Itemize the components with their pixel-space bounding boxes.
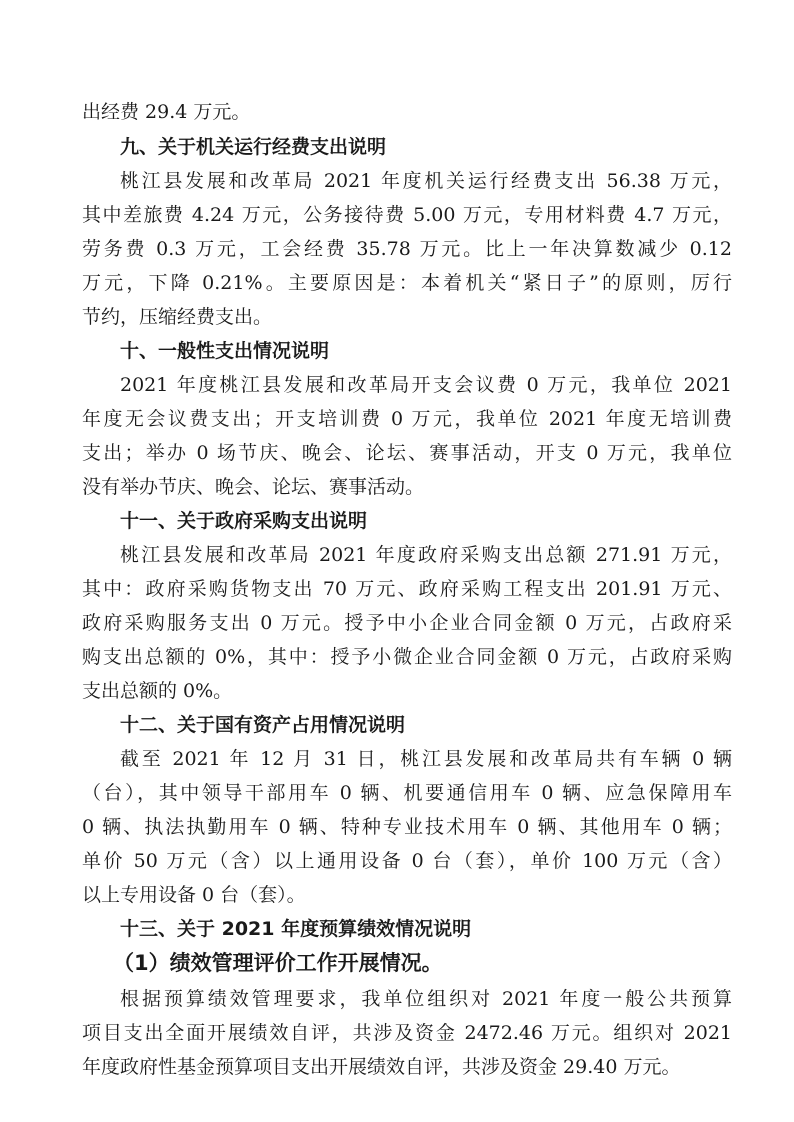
section-12-line-1: 截至 2021 年 12 月 31 日，桃江县发展和改革局共有车辆 0 辆 <box>120 748 732 770</box>
section-13-heading: 十三、关于 2021 年度预算绩效情况说明 <box>120 918 472 940</box>
section-11-line-5: 支出总额的 0%。 <box>82 680 233 702</box>
section-12-line-3: 0 辆、执法执勤用车 0 辆、特种专业技术用车 0 辆、其他用车 0 辆； <box>82 816 732 838</box>
section-10-line-4: 没有举办节庆、晚会、论坛、赛事活动。 <box>82 476 425 498</box>
section-10-line-1: 2021 年度桃江县发展和改革局开支会议费 0 万元，我单位 2021 <box>120 374 732 396</box>
section-11-heading: 十一、关于政府采购支出说明 <box>120 510 368 532</box>
section-12-line-4: 单价 50 万元（含）以上通用设备 0 台（套），单价 100 万元（含） <box>82 850 732 872</box>
section-9-line-1: 桃江县发展和改革局 2021 年度机关运行经费支出 56.38 万元， <box>120 170 732 192</box>
section-9-line-5: 节约，压缩经费支出。 <box>82 306 273 328</box>
section-11-line-3: 政府采购服务支出 0 万元。授予中小企业合同金额 0 万元，占政府采 <box>82 612 732 634</box>
section-13-subheading: （1）绩效管理评价工作开展情况。 <box>113 951 443 975</box>
section-11-line-2: 其中：政府采购货物支出 70 万元、政府采购工程支出 201.91 万元、 <box>82 578 732 600</box>
section-13-line-1: 根据预算绩效管理要求，我单位组织对 2021 年度一般公共预算 <box>120 988 732 1010</box>
section-12-heading: 十二、关于国有资产占用情况说明 <box>120 714 406 736</box>
section-9-line-4: 万元，下降 0.21%。主要原因是：本着机关“紧日子”的原则，厉行 <box>82 272 732 294</box>
section-10-line-2: 年度无会议费支出；开支培训费 0 万元，我单位 2021 年度无培训费 <box>82 408 732 430</box>
section-9-line-2: 其中差旅费 4.24 万元，公务接待费 5.00 万元，专用材料费 4.7 万元， <box>82 204 732 226</box>
section-12-line-2: （台），其中领导干部用车 0 辆、机要通信用车 0 辆、应急保障用车 <box>82 782 732 804</box>
section-13-line-2: 项目支出全面开展绩效自评，共涉及资金 2472.46 万元。组织对 2021 <box>82 1022 732 1044</box>
section-9-line-3: 劳务费 0.3 万元，工会经费 35.78 万元。比上一年决算数减少 0.12 <box>82 238 732 260</box>
section-12-line-5: 以上专用设备 0 台（套）。 <box>82 884 306 906</box>
section-9-heading: 九、关于机关运行经费支出说明 <box>120 136 387 158</box>
section-13-line-3: 年度政府性基金预算项目支出开展绩效自评，共涉及资金 29.40 万元。 <box>82 1056 681 1078</box>
section-10-line-3: 支出；举办 0 场节庆、晚会、论坛、赛事活动，开支 0 万元，我单位 <box>82 442 732 464</box>
section-11-line-1: 桃江县发展和改革局 2021 年度政府采购支出总额 271.91 万元， <box>120 544 732 566</box>
continuation-line: 出经费 29.4 万元。 <box>82 101 251 123</box>
section-11-line-4: 购支出总额的 0%，其中：授予小微企业合同金额 0 万元，占政府采购 <box>82 646 732 668</box>
section-10-heading: 十、一般性支出情况说明 <box>120 340 330 362</box>
